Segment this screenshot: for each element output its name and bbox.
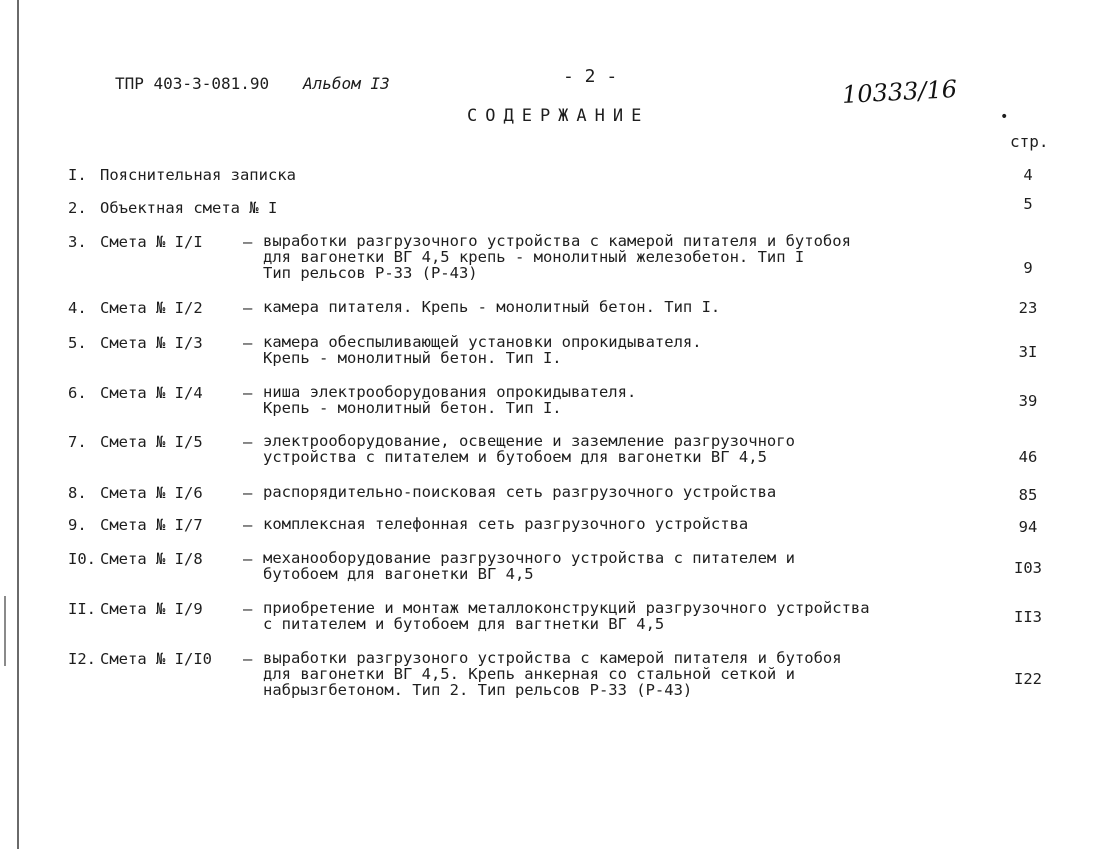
entry-dash: – [243, 550, 253, 568]
entry-page: 85 [1018, 486, 1038, 504]
entry-number: 9. [68, 516, 87, 534]
entry-dash: – [243, 384, 253, 402]
entry-page: 23 [1018, 299, 1038, 317]
description-line: Крепь - монолитный бетон. Тип I. [263, 399, 562, 417]
entry-page: 9 [1023, 259, 1033, 277]
description-line: устройства с питателем и бутобоем для вагонетки ВГ 4,5 [263, 448, 767, 466]
binding-line [17, 0, 19, 849]
entry-label: Смета № I/I [100, 233, 203, 251]
entry-label: Смета № I/2 [100, 299, 203, 317]
description-line: камера питателя. Крепь - монолитный бетон. Тип I. [263, 298, 721, 316]
handwritten-number: 10333/16 [841, 75, 958, 109]
description-line: выработки разгрузоного устройства с камерой питателя и бутобоя [263, 649, 842, 667]
description-line: камера обеспыливающей установки опрокидывателя. [263, 333, 702, 351]
entry-number: I2. [68, 650, 96, 668]
entry-number: 5. [68, 334, 87, 352]
entry-number: 4. [68, 299, 87, 317]
entry-number: I0. [68, 550, 96, 568]
binding-mark [4, 596, 6, 666]
entry-dash: – [243, 334, 253, 352]
description-line: выработки разгрузочного устройства с камерой питателя и бутобоя [263, 232, 851, 250]
album-label: Альбом I3 [303, 74, 390, 93]
description-line: механооборудование разгрузочного устройства с питателем и [263, 549, 795, 567]
entry-description [263, 384, 636, 416]
entry-description [263, 550, 795, 582]
entry-page: 4 [1023, 166, 1033, 184]
description-line: для вагонетки ВГ 4,5. Крепь анкерная со стальной сеткой и [263, 665, 795, 683]
entry-label: Смета № I/3 [100, 334, 203, 352]
dot-mark: • [1000, 109, 1009, 125]
description-line: Крепь - монолитный бетон. Тип I. [263, 349, 562, 367]
description-line: набрызгбетоном. Тип 2. Тип рельсов Р-33 (Р-43) [263, 681, 693, 699]
entry-label: Смета № I/4 [100, 384, 203, 402]
entry-dash: – [243, 433, 253, 451]
entry-number: 8. [68, 484, 87, 502]
entry-dash: – [243, 299, 253, 317]
entry-label: Смета № I/5 [100, 433, 203, 451]
entry-description [263, 334, 702, 366]
description-line: бутобоем для вагонетки ВГ 4,5 [263, 565, 534, 583]
entry-number: 6. [68, 384, 87, 402]
document-code: ТПР 403-3-081.90 [115, 74, 270, 93]
entry-page: 5 [1023, 195, 1033, 213]
entry-label: Смета № I/6 [100, 484, 203, 502]
page-number: - 2 - [563, 66, 618, 87]
entry-description [263, 484, 776, 500]
entry-page: 3I [1018, 343, 1038, 361]
entry-dash: – [243, 233, 253, 251]
entry-number: II. [68, 600, 96, 618]
entry-page: 39 [1018, 392, 1038, 410]
entry-dash: – [243, 600, 253, 618]
description-line: распорядительно-поисковая сеть разгрузочного устройства [263, 483, 777, 501]
entry-description [263, 650, 842, 698]
entry-description [263, 233, 851, 281]
entry-label: Смета № I/8 [100, 550, 203, 568]
description-line: с питателем и бутобоем для вагтнетки ВГ 4,5 [263, 615, 665, 633]
description-line: ниша электрооборудования опрокидывателя. [263, 383, 637, 401]
entry-description [263, 299, 720, 315]
entry-number: 2. [68, 199, 87, 217]
entry-number: 3. [68, 233, 87, 251]
entry-page: 46 [1018, 448, 1038, 466]
entry-page: I22 [1014, 670, 1042, 688]
entry-label: Пояснительная записка [100, 166, 296, 184]
description-line: Тип рельсов Р-33 (Р-43) [263, 264, 478, 282]
description-line: для вагонетки ВГ 4,5 крепь - монолитный железобетон. Тип I [263, 248, 805, 266]
description-line: приобретение и монтаж металлоконструкций разгрузочного устройства [263, 599, 870, 617]
entry-label: Объектная смета № I [100, 199, 278, 217]
entry-page: 94 [1018, 518, 1038, 536]
contents-title: СОДЕРЖАНИЕ [467, 106, 650, 126]
entry-description [263, 600, 870, 632]
entry-label: Смета № I/I0 [100, 650, 212, 668]
entry-dash: – [243, 650, 253, 668]
description-line: электрооборудование, освещение и заземление разгрузочного [263, 432, 795, 450]
entry-dash: – [243, 484, 253, 502]
entry-label: Смета № I/7 [100, 516, 203, 534]
entry-label: Смета № I/9 [100, 600, 203, 618]
entry-number: I. [68, 166, 87, 184]
entry-description [263, 516, 748, 532]
entry-dash: – [243, 516, 253, 534]
entry-number: 7. [68, 433, 87, 451]
page-column-label: стр. [1010, 132, 1049, 151]
description-line: комплексная телефонная сеть разгрузочного устройства [263, 515, 749, 533]
entry-page: I03 [1014, 559, 1042, 577]
entry-page: II3 [1014, 608, 1042, 626]
entry-description [263, 433, 795, 465]
